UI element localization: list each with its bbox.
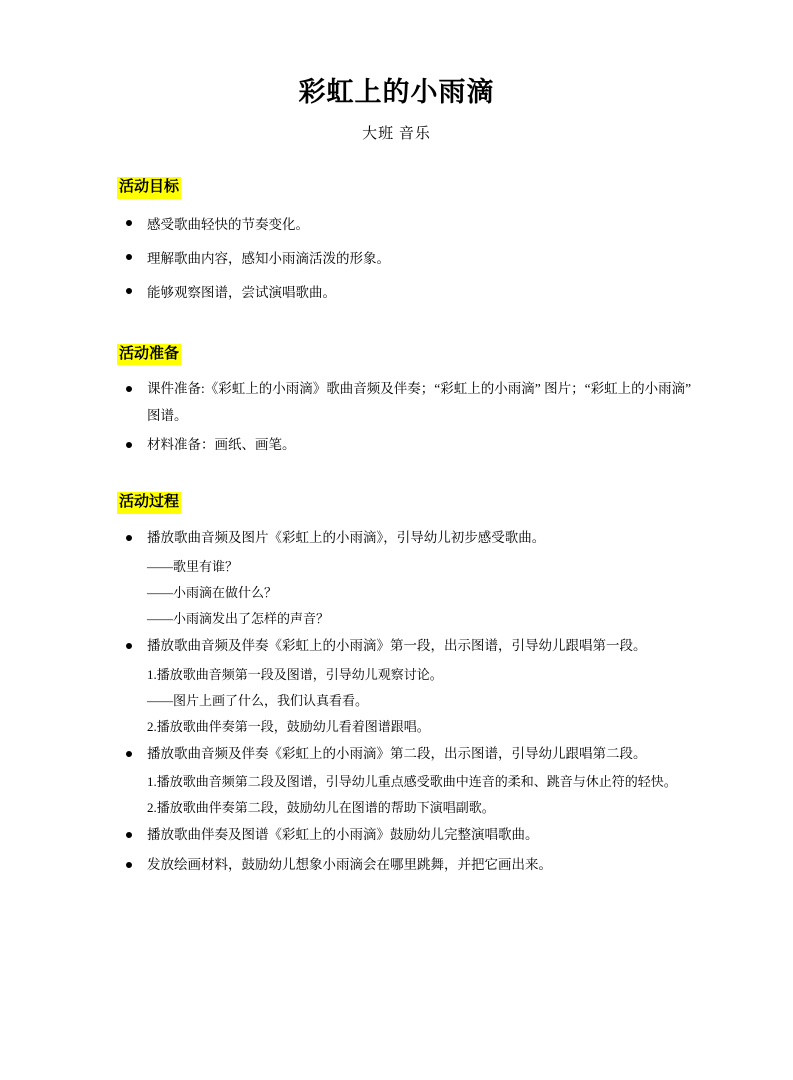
list-item: 材料准备：画纸、画笔。 <box>95 431 698 458</box>
section-process <box>95 492 698 878</box>
section-heading-process: 活动过程 <box>117 492 181 514</box>
process-subline: 1.播放歌曲音频第一段及图谱，引导幼儿观察讨论。 <box>147 666 443 682</box>
goals-list <box>95 209 698 310</box>
process-subline: 2.播放歌曲伴奏第一段，鼓励幼儿看着图谱跟唱。 <box>147 718 430 734</box>
list-item: 播放歌曲音频及伴奏《彩虹上的小雨滴》第一段，出示图谱，引导幼儿跟唱第一段。 <box>95 632 698 660</box>
list-item: 感受歌曲轻快的节奏变化。 <box>95 209 698 241</box>
list-item: 发放绘画材料，鼓励幼儿想象小雨滴会在哪里跳舞，并把它画出来。 <box>95 851 698 879</box>
process-subline: ——歌里有谁？ <box>147 558 239 574</box>
preparation-list <box>95 375 698 458</box>
section-heading-goals: 活动目标 <box>117 177 181 199</box>
process-subline: ——图片上画了什么，我们认真看看。 <box>147 692 369 708</box>
section-preparation <box>95 344 698 459</box>
process-subline-text: 1.播放歌曲音频第二段及图谱，引导幼儿重点感受歌曲中连音的柔和、跳音与休止符的轻快。 <box>147 774 677 790</box>
page-subtitle: 大班 音乐 <box>362 125 431 142</box>
list-item: 播放歌曲音频及图片《彩虹上的小雨滴》，引导幼儿初步感受歌曲。 <box>95 524 698 552</box>
list-item: 播放歌曲伴奏及图谱《彩虹上的小雨滴》鼓励幼儿完整演唱歌曲。 <box>95 821 698 849</box>
process-subline: ——小雨滴发出了怎样的声音？ <box>147 610 330 626</box>
section-heading-preparation: 活动准备 <box>117 344 181 366</box>
section-goals <box>95 177 698 310</box>
process-subline: 2.播放歌曲伴奏第二段，鼓励幼儿在图谱的帮助下演唱副歌。 <box>147 800 495 816</box>
page-title: 彩虹上的小雨滴 <box>298 77 495 107</box>
process-subline <box>43 769 698 795</box>
list-item: 能够观察图谱，尝试演唱歌曲。 <box>95 277 698 309</box>
process-list <box>95 524 698 878</box>
list-item: 播放歌曲音频及伴奏《彩虹上的小雨滴》第二段，出示图谱，引导幼儿跟唱第二段。 <box>95 740 698 768</box>
list-item: 课件准备:《彩虹上的小雨滴》歌曲音频及伴奏；“彩虹上的小雨滴” 图片；“彩虹上的小雨滴” 图谱。 <box>95 375 698 429</box>
process-subline: ——小雨滴在做什么？ <box>147 584 278 600</box>
list-item: 理解歌曲内容，感知小雨滴活泼的形象。 <box>95 243 698 275</box>
